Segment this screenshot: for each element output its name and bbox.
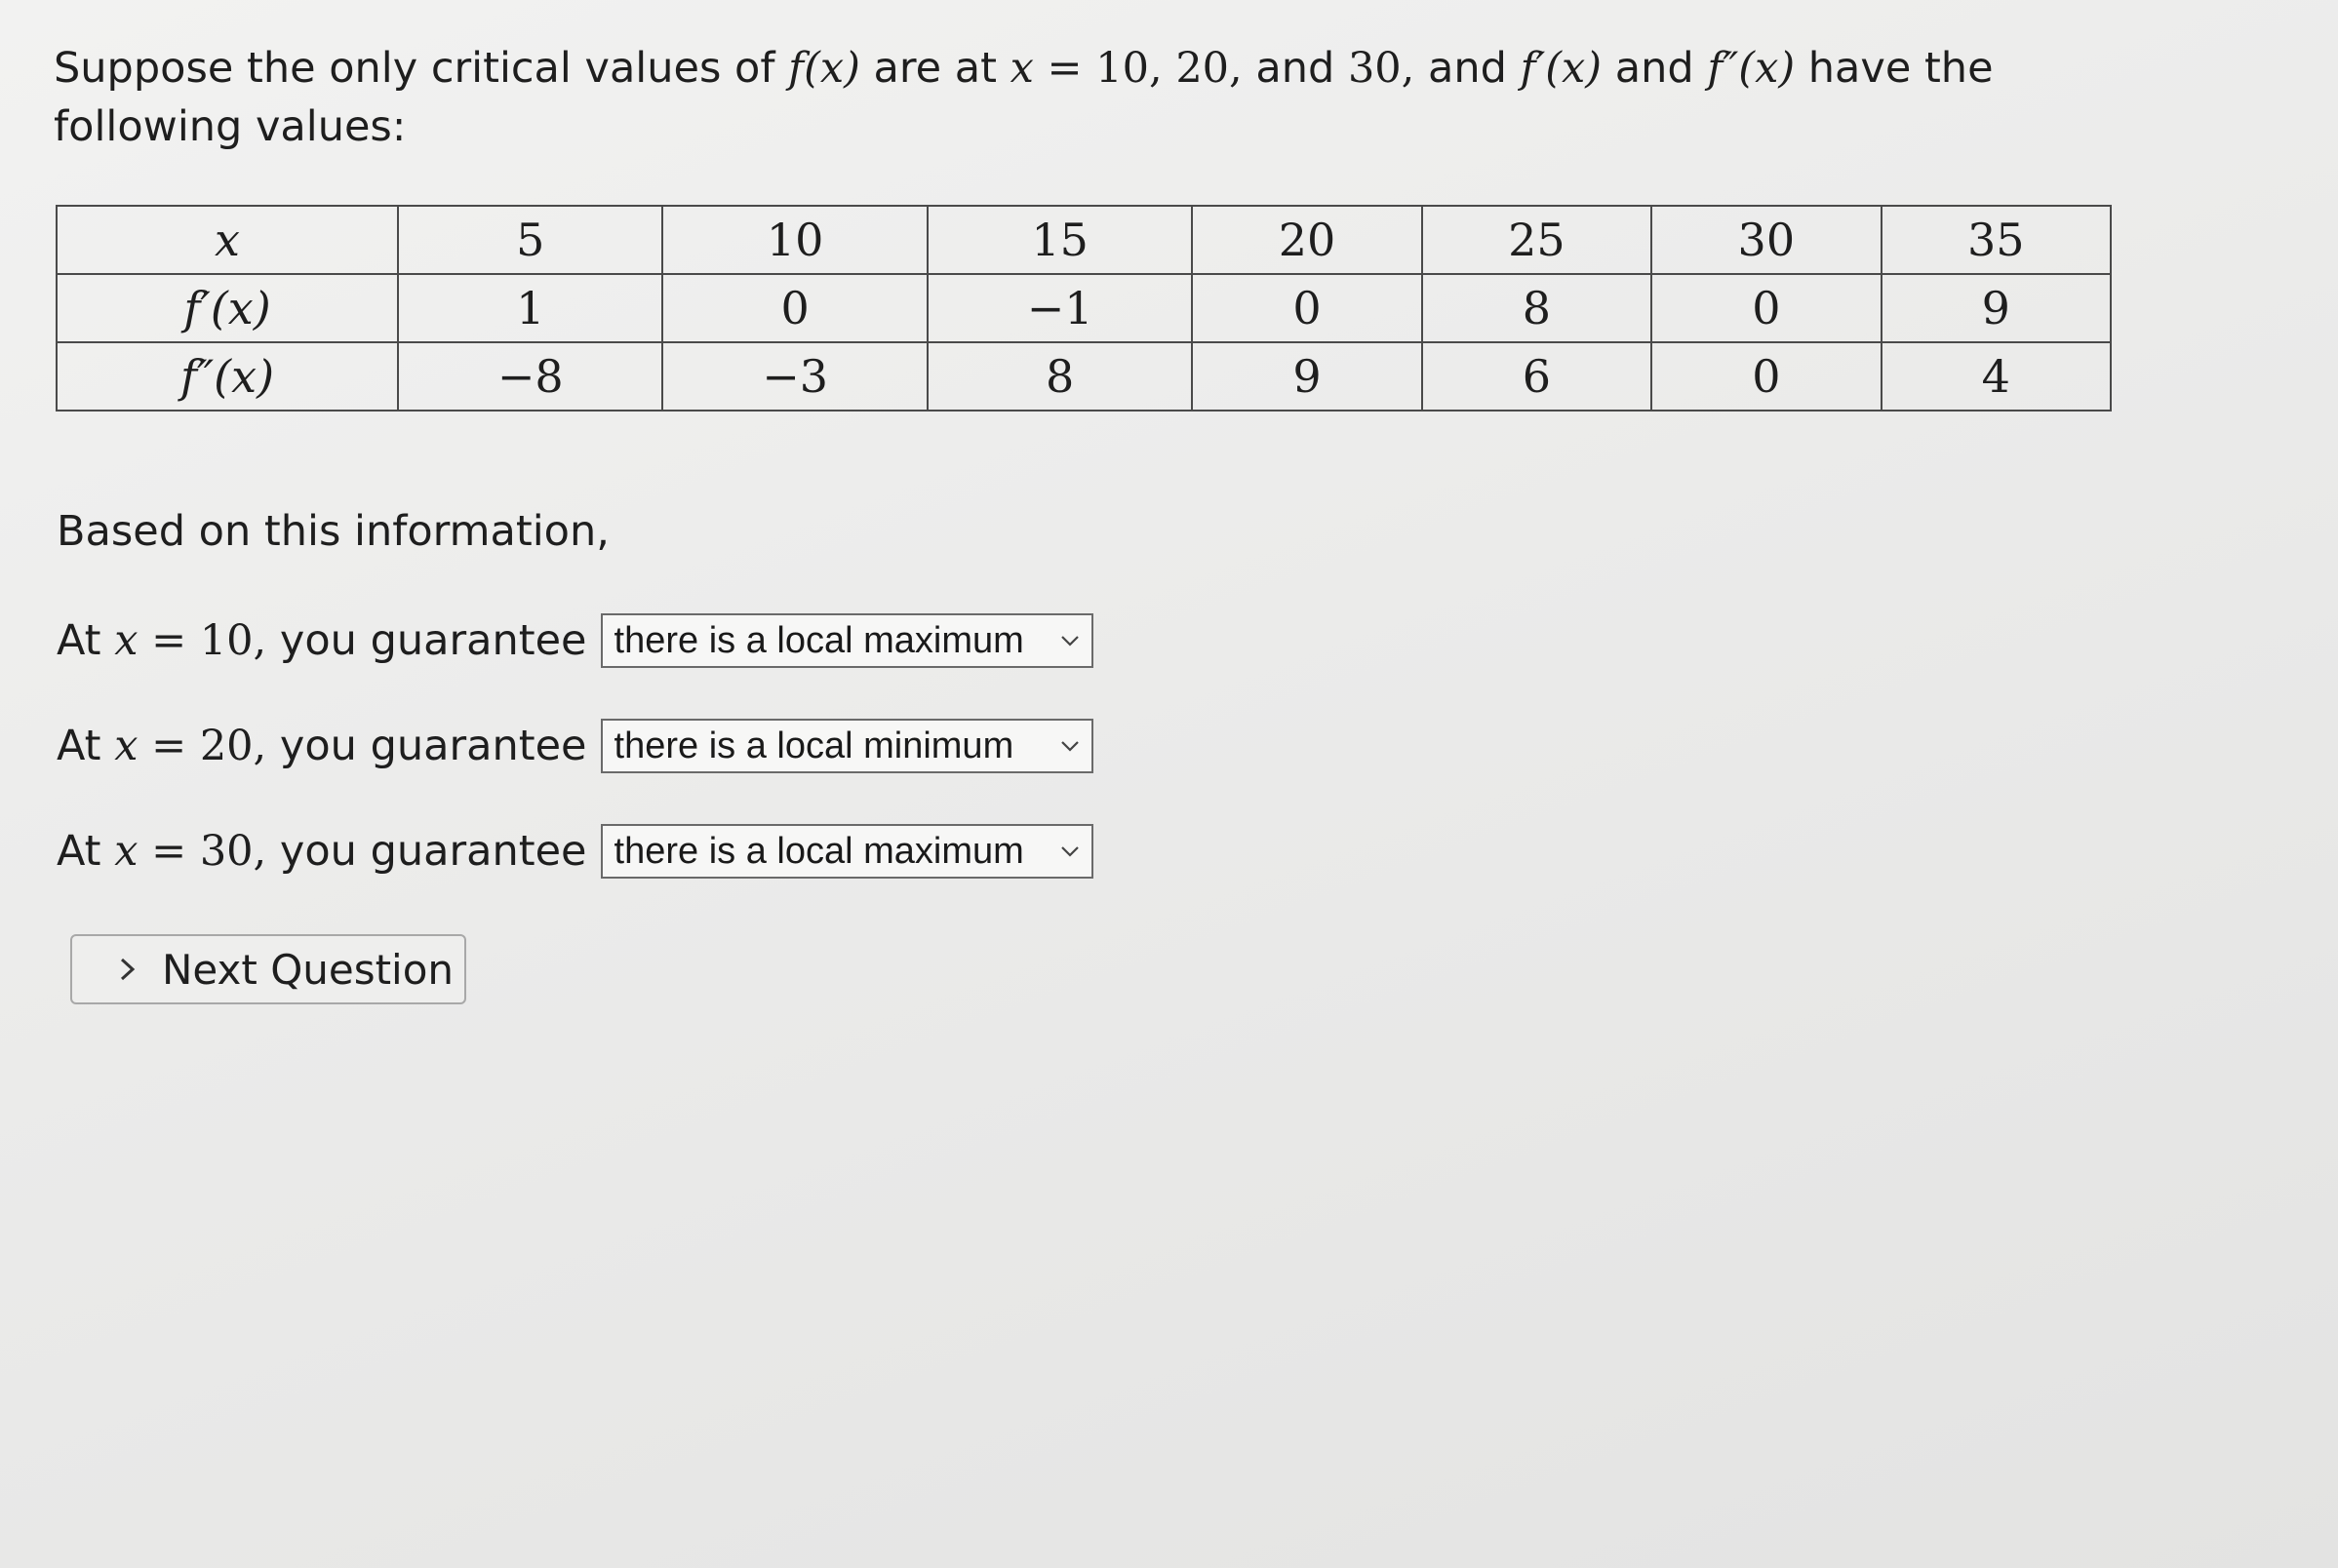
question-text-part: and: [1602, 44, 1708, 93]
table-cell: 0: [662, 274, 927, 342]
chevron-right-icon: [115, 955, 140, 984]
select-value: there is a local maximum: [614, 619, 1024, 661]
table-cell: 8: [928, 342, 1192, 411]
next-question-label: Next Question: [162, 945, 455, 994]
based-on-text: Based on this information,: [57, 507, 610, 556]
question-text-part: have the following values:: [54, 44, 1994, 151]
row-header-f-double-prime: f″(x): [57, 342, 398, 411]
answer-select-3[interactable]: [601, 824, 1093, 879]
question-suffix: you guarantee: [279, 827, 587, 876]
question-text-part: and: [1414, 44, 1521, 93]
question-suffix: you guarantee: [279, 722, 587, 770]
math-f-prime: f′(x): [1520, 44, 1603, 93]
table-cell: −3: [662, 342, 927, 411]
question-text-part: are at: [859, 44, 1010, 93]
table-cell: −8: [398, 342, 662, 411]
question-text-part: Suppose the only critical values of: [54, 44, 789, 93]
next-question-button[interactable]: [70, 934, 466, 1004]
row-header-f-prime: f′(x): [57, 274, 398, 342]
table-cell: 30: [1651, 206, 1881, 274]
table-cell: 1: [398, 274, 662, 342]
table-row-f-double-prime: [57, 342, 2111, 411]
table-cell: 5: [398, 206, 662, 274]
table-cell: 4: [1882, 342, 2111, 411]
table-cell: 6: [1422, 342, 1651, 411]
question-value: 10,: [199, 616, 267, 665]
table-row-f-prime: [57, 274, 2111, 342]
question-prefix: At: [57, 827, 101, 876]
table-row-x: [57, 206, 2111, 274]
table-cell: 9: [1882, 274, 2111, 342]
question-text-part: and: [1242, 44, 1348, 93]
chevron-down-icon: [1058, 734, 1082, 758]
values-table: [56, 205, 2112, 412]
math-x-equals: x =: [114, 722, 187, 770]
question-row-2: [57, 718, 1093, 774]
question-value: 20,: [199, 722, 267, 770]
chevron-down-icon: [1058, 840, 1082, 863]
select-value: there is a local maximum: [614, 830, 1024, 872]
question-text: [54, 39, 2024, 156]
answer-select-2[interactable]: [601, 719, 1093, 773]
critical-values: 10, 20,: [1095, 44, 1243, 93]
table-cell: 10: [662, 206, 927, 274]
chevron-down-icon: [1058, 629, 1082, 652]
math-x-equals: x =: [114, 827, 187, 876]
math-x-equals: x =: [114, 616, 187, 665]
table-cell: −1: [928, 274, 1192, 342]
question-value: 30,: [199, 827, 267, 876]
math-f-of-x: f(x): [788, 44, 860, 93]
math-f-double-prime: f″(x): [1707, 44, 1796, 93]
math-x-equals: x =: [1010, 44, 1096, 93]
row-header-x: x: [57, 206, 398, 274]
question-prefix: At: [57, 722, 101, 770]
table-cell: 8: [1422, 274, 1651, 342]
table-cell: 0: [1651, 342, 1881, 411]
table-cell: 25: [1422, 206, 1651, 274]
table-cell: 35: [1882, 206, 2111, 274]
select-value: there is a local minimum: [614, 725, 1014, 766]
question-row-3: [57, 823, 1093, 880]
answer-select-1[interactable]: [601, 613, 1093, 668]
question-row-1: [57, 612, 1093, 669]
question-prefix: At: [57, 616, 101, 665]
critical-value-last: 30,: [1347, 44, 1415, 93]
table-cell: 0: [1651, 274, 1881, 342]
table-cell: 0: [1192, 274, 1421, 342]
table-cell: 9: [1192, 342, 1421, 411]
table-cell: 15: [928, 206, 1192, 274]
question-suffix: you guarantee: [279, 616, 587, 665]
question-page: [54, 39, 2297, 994]
table-cell: 20: [1192, 206, 1421, 274]
